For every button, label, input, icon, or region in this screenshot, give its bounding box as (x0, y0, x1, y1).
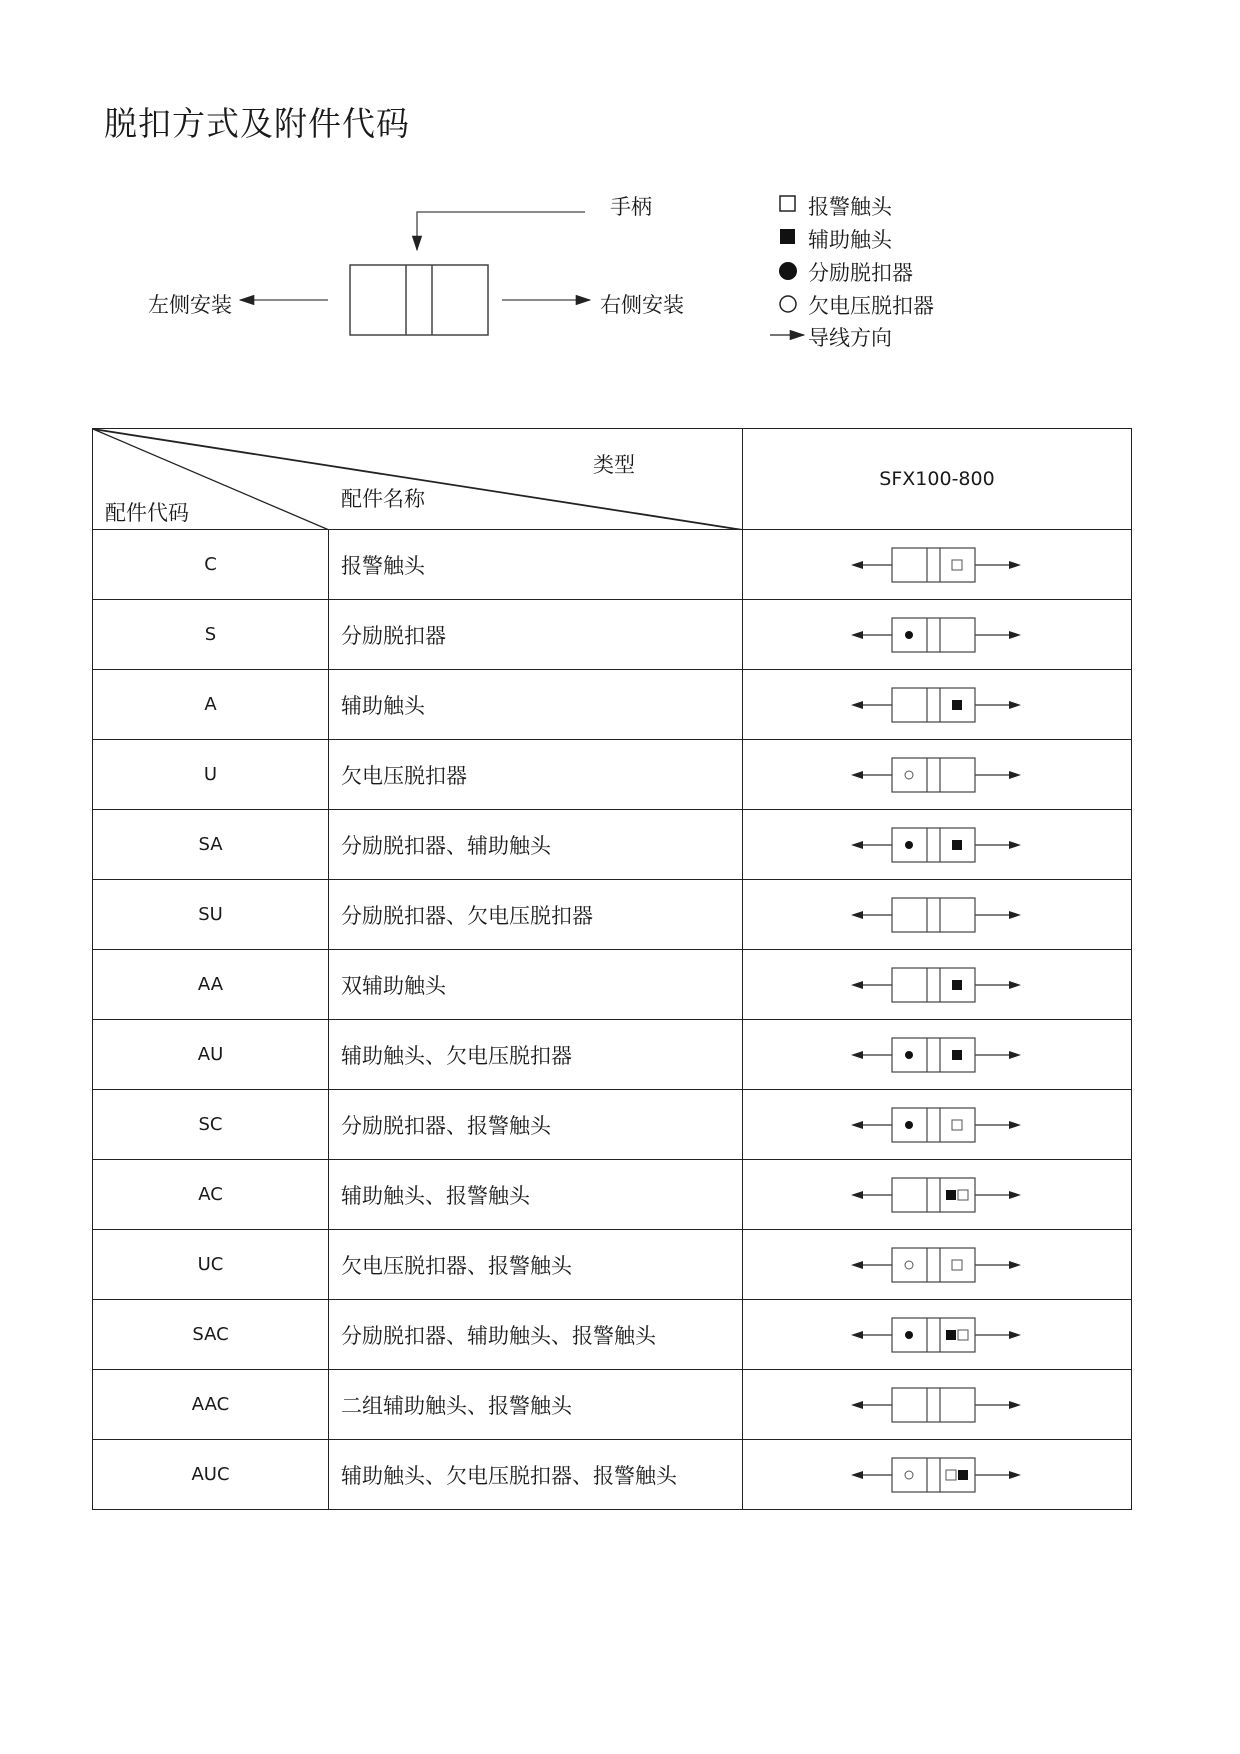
alarm-contact-icon (952, 1120, 962, 1130)
header-model: SFX100-800 (743, 429, 1132, 530)
wire-left-arrow-icon (851, 1191, 863, 1199)
accessory-name: 欠电压脱扣器、报警触头 (329, 1230, 743, 1300)
auxiliary-contact-icon (952, 700, 962, 710)
auxiliary-contact-icon (958, 1470, 968, 1480)
table-row (93, 1090, 1132, 1160)
legend-label-shunt: 分励脱扣器 (808, 261, 913, 285)
breaker-body (892, 618, 975, 652)
auxiliary-contact-icon (946, 1330, 956, 1340)
table-row (93, 1300, 1132, 1370)
accessory-name: 分励脱扣器、报警触头 (329, 1090, 743, 1160)
table-row (93, 1020, 1132, 1090)
page-title: 脱扣方式及附件代码 (104, 104, 410, 143)
table-row (93, 1230, 1132, 1300)
wire-right-arrow-icon (1009, 1401, 1021, 1409)
breaker-symbol (847, 615, 1027, 655)
header-type-label: 类型 (593, 453, 635, 477)
table-row (93, 1440, 1132, 1510)
accessory-symbol-cell (743, 1300, 1132, 1370)
wire-right-arrow-icon (1009, 631, 1021, 639)
legend-label-auxiliary: 辅助触头 (808, 228, 892, 252)
undervoltage-icon (905, 1471, 913, 1479)
table-row (93, 530, 1132, 600)
accessory-symbol-cell (743, 1020, 1132, 1090)
wire-left-arrow-icon (851, 771, 863, 779)
accessory-name: 分励脱扣器、辅助触头、报警触头 (329, 1300, 743, 1370)
accessory-name: 报警触头 (329, 530, 743, 600)
accessory-code: SAC (93, 1300, 329, 1370)
wire-right-arrow-icon (1009, 1331, 1021, 1339)
breaker-symbol (847, 895, 1027, 935)
legend-filled-circle-icon (779, 262, 797, 280)
accessory-code: SU (93, 880, 329, 950)
header-diagonal-lines (93, 429, 743, 530)
breaker-body (892, 758, 975, 792)
shunt-trip-icon (905, 631, 913, 639)
breaker-body (892, 968, 975, 1002)
wire-right-arrow-icon (1009, 701, 1021, 709)
wire-left-arrow-icon (851, 1051, 863, 1059)
wire-right-arrow-icon (1009, 1121, 1021, 1129)
table-row (93, 880, 1132, 950)
accessory-name: 分励脱扣器、辅助触头 (329, 810, 743, 880)
breaker-symbol (847, 1385, 1027, 1425)
breaker-symbol (847, 825, 1027, 865)
breaker-body (892, 828, 975, 862)
wire-right-arrow-icon (1009, 771, 1021, 779)
wire-right-arrow-icon (1009, 1471, 1021, 1479)
accessory-code: AU (93, 1020, 329, 1090)
accessory-name: 辅助触头 (329, 670, 743, 740)
accessory-code: AAC (93, 1370, 329, 1440)
accessory-symbol-cell (743, 1440, 1132, 1510)
accessory-name: 欠电压脱扣器 (329, 740, 743, 810)
table-row (93, 950, 1132, 1020)
header-code-label: 配件代码 (105, 501, 189, 525)
alarm-contact-icon (958, 1330, 968, 1340)
wire-left-arrow-icon (851, 911, 863, 919)
breaker-diagram (0, 0, 1240, 380)
accessory-code: SA (93, 810, 329, 880)
undervoltage-icon (905, 1261, 913, 1269)
shunt-trip-icon (905, 1051, 913, 1059)
breaker-symbol (847, 1245, 1027, 1285)
legend-label-wire-direction: 导线方向 (808, 326, 892, 350)
wire-right-arrow-icon (1009, 1051, 1021, 1059)
wire-left-arrow-icon (851, 701, 863, 709)
accessory-symbol-cell (743, 600, 1132, 670)
table-row (93, 600, 1132, 670)
accessory-code: UC (93, 1230, 329, 1300)
accessory-name: 辅助触头、欠电压脱扣器 (329, 1020, 743, 1090)
breaker-symbol (847, 685, 1027, 725)
handle-pointer-line (417, 212, 585, 250)
wire-left-arrow-icon (851, 1401, 863, 1409)
accessory-symbol-cell (743, 880, 1132, 950)
breaker-symbol (847, 1035, 1027, 1075)
accessory-name: 分励脱扣器 (329, 600, 743, 670)
wire-left-arrow-icon (851, 981, 863, 989)
legend-filled-square-icon (780, 229, 795, 244)
breaker-body (350, 265, 488, 335)
auxiliary-contact-icon (952, 980, 962, 990)
accessory-code: A (93, 670, 329, 740)
header-name-label: 配件名称 (341, 487, 425, 511)
legend-hollow-circle-icon (780, 296, 796, 312)
wire-right-arrow-icon (1009, 1191, 1021, 1199)
accessory-code-table (92, 428, 1132, 1510)
undervoltage-icon (905, 771, 913, 779)
wire-left-arrow-icon (851, 841, 863, 849)
accessory-symbol-cell (743, 1370, 1132, 1440)
auxiliary-contact-icon (952, 1050, 962, 1060)
wire-right-arrow-icon (1009, 1261, 1021, 1269)
accessory-code: C (93, 530, 329, 600)
breaker-body (892, 1108, 975, 1142)
breaker-symbol (847, 755, 1027, 795)
accessory-symbol-cell (743, 740, 1132, 810)
breaker-body (892, 1388, 975, 1422)
breaker-body (892, 1248, 975, 1282)
wire-left-arrow-icon (851, 631, 863, 639)
accessory-symbol-cell (743, 530, 1132, 600)
wire-right-arrow-icon (1009, 561, 1021, 569)
alarm-contact-icon (958, 1190, 968, 1200)
breaker-body (892, 688, 975, 722)
breaker-symbol (847, 1175, 1027, 1215)
accessory-name: 二组辅助触头、报警触头 (329, 1370, 743, 1440)
wire-left-arrow-icon (851, 1331, 863, 1339)
accessory-code: AUC (93, 1440, 329, 1510)
wire-right-arrow-icon (1009, 841, 1021, 849)
wire-left-arrow-icon (851, 1471, 863, 1479)
table-row (93, 1370, 1132, 1440)
legend-hollow-square-icon (780, 196, 795, 211)
breaker-symbol (847, 1455, 1027, 1495)
accessory-name: 辅助触头、报警触头 (329, 1160, 743, 1230)
accessory-name: 双辅助触头 (329, 950, 743, 1020)
breaker-symbol (847, 1315, 1027, 1355)
accessory-symbol-cell (743, 950, 1132, 1020)
table-row (93, 740, 1132, 810)
legend-label-undervoltage: 欠电压脱扣器 (808, 294, 934, 318)
breaker-diagram-drawing (0, 0, 1240, 380)
auxiliary-contact-icon (952, 840, 962, 850)
accessory-symbol-cell (743, 1090, 1132, 1160)
breaker-symbol (847, 1105, 1027, 1145)
alarm-contact-icon (952, 1260, 962, 1270)
right-install-label: 右侧安装 (600, 293, 684, 317)
accessory-code: U (93, 740, 329, 810)
auxiliary-contact-icon (946, 1190, 956, 1200)
breaker-symbol (847, 965, 1027, 1005)
left-install-label: 左侧安装 (148, 293, 232, 317)
wire-left-arrow-icon (851, 1261, 863, 1269)
breaker-body (892, 898, 975, 932)
accessory-code: AC (93, 1160, 329, 1230)
table-body (93, 530, 1132, 1510)
breaker-body (892, 548, 975, 582)
wire-right-arrow-icon (1009, 981, 1021, 989)
wire-left-arrow-icon (851, 561, 863, 569)
accessory-code: SC (93, 1090, 329, 1160)
accessory-name: 分励脱扣器、欠电压脱扣器 (329, 880, 743, 950)
shunt-trip-icon (905, 1121, 913, 1129)
handle-label: 手柄 (610, 195, 652, 219)
accessory-symbol-cell (743, 1230, 1132, 1300)
wire-right-arrow-icon (1009, 911, 1021, 919)
accessory-name: 辅助触头、欠电压脱扣器、报警触头 (329, 1440, 743, 1510)
table-row (93, 1160, 1132, 1230)
shunt-trip-icon (905, 1331, 913, 1339)
alarm-contact-icon (952, 560, 962, 570)
legend-label-alarm: 报警触头 (808, 195, 892, 219)
accessory-code: S (93, 600, 329, 670)
alarm-contact-icon (946, 1470, 956, 1480)
wire-left-arrow-icon (851, 1121, 863, 1129)
table-row (93, 670, 1132, 740)
accessory-symbol-cell (743, 810, 1132, 880)
table-row (93, 810, 1132, 880)
shunt-trip-icon (905, 841, 913, 849)
accessory-symbol-cell (743, 670, 1132, 740)
breaker-body (892, 1038, 975, 1072)
accessory-code: AA (93, 950, 329, 1020)
table-header-row (93, 429, 1132, 530)
header-diagonal-cell (93, 429, 743, 530)
accessory-symbol-cell (743, 1160, 1132, 1230)
breaker-symbol (847, 545, 1027, 585)
